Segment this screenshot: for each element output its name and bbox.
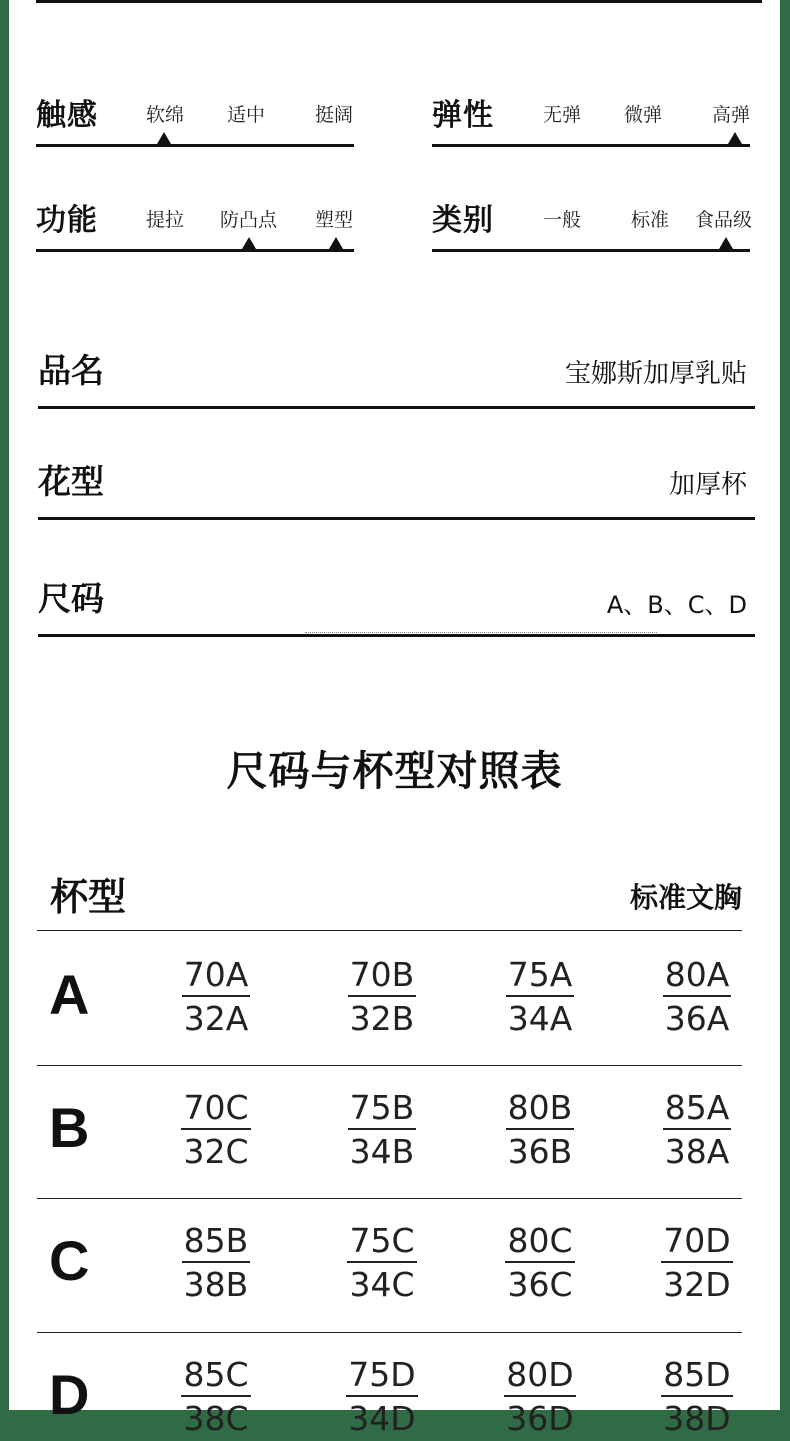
size-cell — [647, 1088, 747, 1174]
size-cell — [332, 955, 432, 1041]
table-header-standard-bra: 标准文胸 — [629, 881, 742, 914]
info-value: 加厚杯 — [668, 470, 747, 500]
scale-line — [432, 144, 750, 147]
size-cn: 80A — [663, 955, 732, 997]
size-cell — [647, 955, 747, 1041]
selected-marker-icon — [157, 132, 171, 144]
size-cn: 70C — [181, 1088, 250, 1130]
size-us: 38B — [183, 1265, 249, 1304]
size-cell — [332, 1221, 432, 1307]
cup-label: A — [49, 963, 90, 1026]
size-cell — [166, 1088, 266, 1174]
selected-marker-icon — [719, 237, 733, 249]
attribute-option: 食品级 — [695, 209, 753, 231]
size-us: 32D — [663, 1265, 731, 1304]
size-cell — [490, 1221, 590, 1307]
size-us: 34B — [349, 1132, 415, 1171]
attribute-category — [432, 195, 753, 255]
size-cell — [166, 1221, 266, 1307]
cup-label: D — [49, 1363, 90, 1426]
attribute-option: 塑型 — [315, 209, 354, 231]
size-us: 38A — [664, 1132, 730, 1171]
info-divider — [38, 517, 755, 520]
attribute-name: 功能 — [36, 203, 98, 238]
info-divider — [38, 406, 755, 409]
size-cell — [332, 1355, 432, 1441]
size-us: 34D — [348, 1399, 416, 1438]
size-us: 36C — [507, 1265, 573, 1304]
info-value: A、B、C、D — [606, 591, 747, 619]
size-us: 32A — [183, 999, 249, 1038]
size-cn: 75C — [347, 1221, 416, 1263]
size-cell — [647, 1355, 747, 1441]
dotted-divider — [305, 632, 657, 633]
info-value: 宝娜斯加厚乳贴 — [564, 359, 747, 389]
info-divider — [38, 634, 755, 637]
attribute-name: 类别 — [432, 203, 494, 238]
size-cell — [166, 1355, 266, 1441]
top-divider — [36, 0, 762, 3]
size-us: 38D — [663, 1399, 731, 1438]
size-cn: 85C — [181, 1355, 250, 1397]
size-cn: 70A — [182, 955, 251, 997]
selected-marker-icon — [728, 132, 742, 144]
attribute-name: 弹性 — [432, 98, 494, 133]
size-us: 36B — [507, 1132, 573, 1171]
attribute-option: 挺阔 — [315, 104, 354, 126]
size-us: 38C — [183, 1399, 249, 1438]
selected-marker-icon — [242, 237, 256, 249]
attribute-option: 提拉 — [146, 209, 185, 231]
size-us: 34A — [507, 999, 573, 1038]
scale-line — [432, 249, 750, 252]
size-cn: 80C — [505, 1221, 574, 1263]
size-us: 36D — [506, 1399, 574, 1438]
table-divider — [37, 1198, 742, 1199]
table-title: 尺码与杯型对照表 — [226, 747, 563, 795]
size-cn: 75A — [506, 955, 575, 997]
size-us: 32C — [183, 1132, 249, 1171]
size-cn: 85B — [182, 1221, 251, 1263]
size-cell — [490, 1088, 590, 1174]
size-cn: 85A — [663, 1088, 732, 1130]
size-cn: 75B — [348, 1088, 417, 1130]
info-label: 品名 — [38, 351, 104, 390]
size-cn: 70B — [348, 955, 417, 997]
info-label: 花型 — [38, 462, 104, 501]
size-cn: 75D — [346, 1355, 417, 1397]
size-us: 34C — [349, 1265, 415, 1304]
attribute-option: 防凸点 — [220, 209, 278, 231]
size-cn: 80D — [504, 1355, 575, 1397]
size-cell — [332, 1088, 432, 1174]
attribute-touch — [36, 90, 354, 150]
attribute-elasticity — [432, 90, 750, 150]
attribute-option: 无弹 — [543, 104, 582, 126]
attribute-option: 一般 — [543, 209, 582, 231]
attribute-option: 高弹 — [712, 104, 751, 126]
cup-label: B — [49, 1096, 90, 1159]
table-divider — [37, 1332, 742, 1333]
selected-marker-icon — [329, 237, 343, 249]
size-cell — [166, 955, 266, 1041]
size-us: 36A — [664, 999, 730, 1038]
attribute-function — [36, 195, 354, 255]
attribute-option: 标准 — [631, 209, 670, 231]
scale-line — [36, 249, 354, 252]
cup-label: C — [49, 1229, 90, 1292]
size-cell — [490, 1355, 590, 1441]
size-cn: 85D — [661, 1355, 732, 1397]
attribute-option: 适中 — [227, 104, 266, 126]
table-divider — [37, 1065, 742, 1066]
table-header-cup: 杯型 — [50, 875, 127, 919]
attribute-option: 软绵 — [146, 104, 185, 126]
attribute-option: 微弹 — [624, 104, 663, 126]
size-cn: 70D — [661, 1221, 732, 1263]
scale-line — [36, 144, 354, 147]
size-us: 32B — [349, 999, 415, 1038]
product-detail-page — [9, 0, 780, 1438]
size-cn: 80B — [506, 1088, 575, 1130]
size-cell — [490, 955, 590, 1041]
table-divider — [37, 930, 742, 931]
size-cell — [647, 1221, 747, 1307]
info-label: 尺码 — [38, 579, 104, 618]
attribute-name: 触感 — [36, 98, 98, 133]
